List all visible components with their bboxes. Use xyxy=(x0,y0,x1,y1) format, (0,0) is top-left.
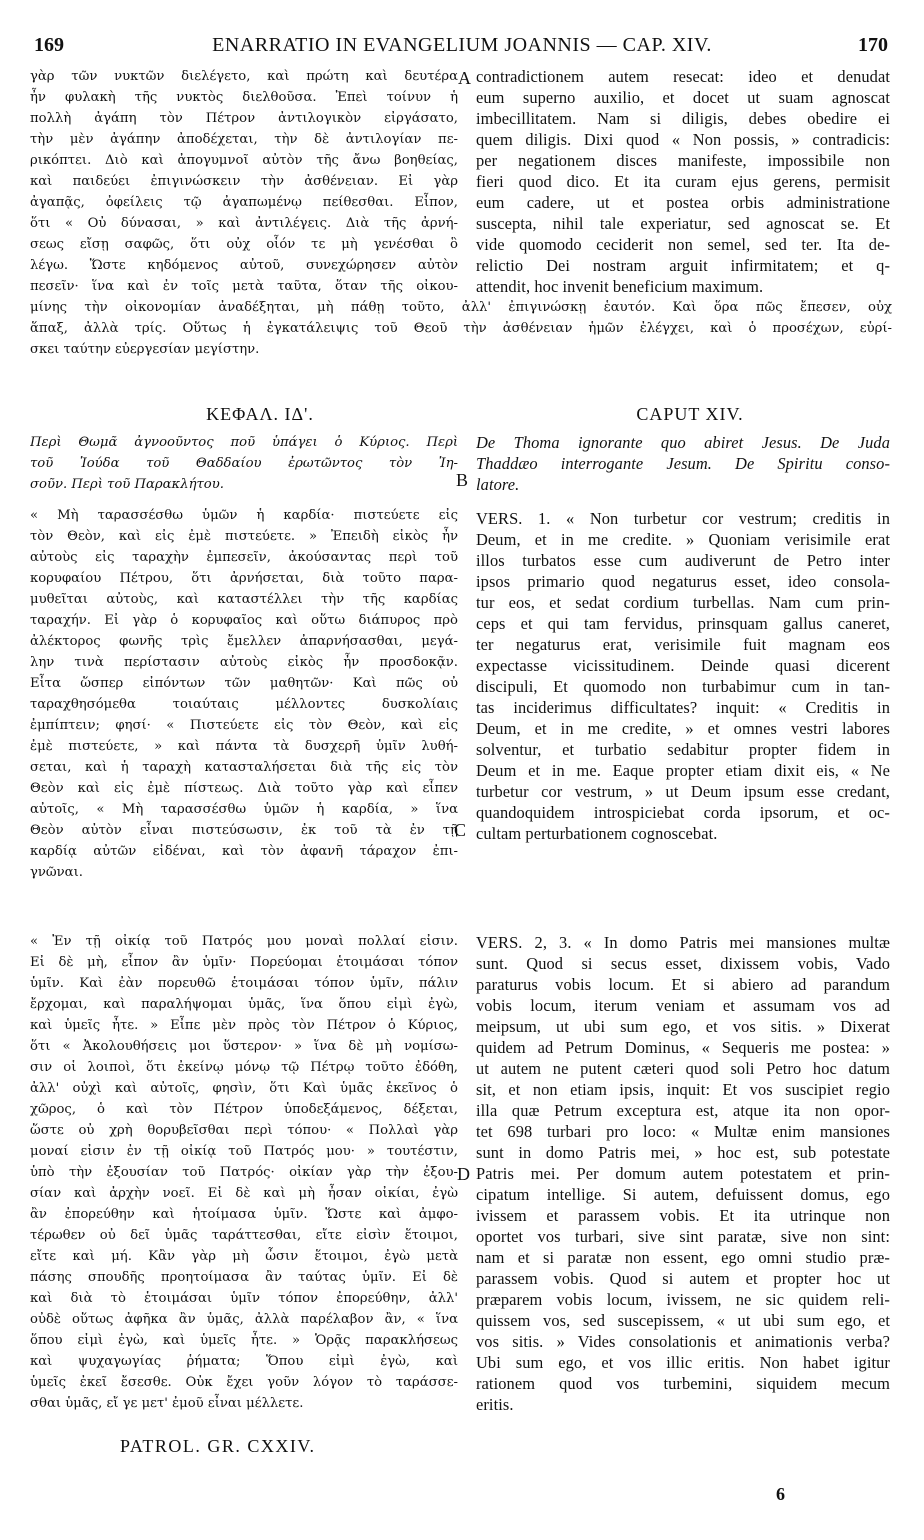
text-line: sunt. Quod si secus esset, dixissem vobis, Vado xyxy=(476,954,890,973)
text-line: τέρωθεν οὐ δεῖ ὑμᾶς ταράττεσθαι, εἴτε εἰσὶν ἕτοιμοι, xyxy=(30,1228,458,1243)
text-line: καὶ ὑμεῖς ἦτε. » Εἶπε μὲν πρὸς τὸν Πέτρον ὁ Κύριος, xyxy=(30,1018,458,1033)
text-line: σίαν καὶ ἀρχὴν νοεῖ. Εἰ δὲ καὶ μὴ ἦσαν οἰκίαι, ἐγὼ xyxy=(30,1186,458,1201)
text-line: τὴν μὲν ἀγάπην ἀποδέχεται, τὴν δὲ ἀντιλογίαν πε- xyxy=(30,132,458,147)
text-line: καὶ ψυχαγωγίας ῥήματα; Ὅπου εἰμὶ ἐγὼ, καὶ xyxy=(30,1354,458,1369)
text-line: ὑμῖν. Καὶ ἐὰν πορευθῶ ἑτοιμάσαι τόπον ὑμῖν, πάλιν xyxy=(30,976,458,991)
text-line: « Μὴ ταρασσέσθω ὑμῶν ἡ καρδία· πιστεύετε εἰς xyxy=(30,508,458,523)
subtitle-line: Περὶ Θωμᾶ ἀγνοοῦντος ποῦ ὑπάγει ὁ Κύριος. Περὶ xyxy=(30,435,458,450)
text-line: ὑμεῖς ἐκεῖ ἔσεσθε. Οὐκ ἔχει γοῦν λόγον τὸ ταράσσε- xyxy=(30,1375,458,1390)
text-line: oportet vos turbari, sive sint paratæ, sive non sint: xyxy=(476,1227,890,1246)
text-line: paraturus vobis locum. Et si abiero ad parandum xyxy=(476,975,890,994)
signature-mark: 6 xyxy=(776,1484,785,1504)
text-line: turbetur cor vestrum, » ut Deum ipsum esse credant, xyxy=(476,782,890,801)
text-line: μυθεῖται αὐτοὺς, καὶ καταστέλλει τὴν τῆς καρδίας xyxy=(30,592,458,607)
text-line: αὐτοῖς, « Μὴ ταρασσέσθω ὑμῶν ἡ καρδία, » ἵνα xyxy=(30,802,458,817)
text-line: ἀλλ' οὐχὶ καὶ αὐτοῖς, φησὶν, ὅτι Καὶ ὑμᾶς ἐκεῖνος ὁ xyxy=(30,1081,458,1096)
text-line: σκει ταύτην εὐεργεσίαν μεγίστην. xyxy=(30,342,260,357)
text-line: expectasse vicissitudinem. Deinde quasi dicerent xyxy=(476,656,890,675)
text-line: illos turbatos esse cum audiverunt de Petro inter xyxy=(476,551,890,570)
text-line: ceps et qui tam fervidus, prinsquam gallus caneret, xyxy=(476,614,890,633)
margin-letter-c: C xyxy=(454,820,467,840)
text-line: σθαι ὑμᾶς, εἴ γε μετ' ἐμοῦ εἶναι μέλλετε. xyxy=(30,1396,304,1411)
text-line: VERS. 1. « Non turbetur cor vestrum; creditis in xyxy=(476,509,890,528)
greek-paragraph-1 xyxy=(30,505,458,883)
text-line: discipuli, Et quomodo non turbabimur cum in tan- xyxy=(476,677,890,696)
subtitle-line: De Thoma ignorante quo abiret Jesus. De Juda xyxy=(476,433,890,452)
subtitle-line: σοῦν. Περὶ τοῦ Παρακλήτου. xyxy=(30,477,224,492)
chapter-heading-greek: ΚΕΦΑΛ. ΙΔ'. xyxy=(206,404,314,424)
text-line: Εἰ δὲ μὴ, εἶπον ἂν ὑμῖν· Πορεύομαι ἑτοιμάσαι τόπον xyxy=(30,955,458,970)
chapter-heading-latin: CAPUT XIV. xyxy=(636,404,744,424)
text-line: solventur, et turbatio sedabitur propter fidem in xyxy=(476,740,890,759)
text-line: σεται, καὶ ἡ ταραχὴ κατασταλήσεται διὰ τῆς εἰς τὸν xyxy=(30,760,458,775)
text-line: ἂν ἐπορεύθην καὶ ἡτοίμασα ὑμῖν. Ὥστε καὶ ἀμφο- xyxy=(30,1207,458,1222)
text-line: πεσεῖν· ἵνα καὶ ἐν τοῖς μετὰ ταῦτα, ὅταν τῆς οἰκου- xyxy=(30,279,458,294)
text-line: Deum et in me. Eaque propter etiam dixit eis, « Ne xyxy=(476,761,890,780)
text-line: αὐτοὺς εἰς ταραχὴν ἐμπεσεῖν, ἀκούσαντας περὶ τοῦ xyxy=(30,550,458,565)
text-line: quandoquidem introspiciebat corda ipsorum, et oc- xyxy=(476,803,890,822)
text-line: quidem ad Petrum Dominus, « Sequeris me postea: » xyxy=(476,1038,890,1057)
text-line: Θεὸν καὶ εἰς ἐμὲ πίστεως. Διὰ τοῦτο γὰρ καὶ εἶπεν xyxy=(30,781,458,796)
text-line: οὐδὲ οὕτως ἀφῆκα ἂν ὑμᾶς, ἀλλὰ παρέλαβον ἂν, « ἵνα xyxy=(30,1312,458,1327)
text-line: Deum, et in me credite. » Quoniam verisimile erat xyxy=(476,530,890,549)
text-line: χῶρος, ὁ καὶ τὸν Πέτρον ὑποδεξάμενος, δέξεται, xyxy=(30,1102,458,1117)
text-line: cultam perturbationem cognoscebat. xyxy=(476,824,718,843)
latin-paragraph-1 xyxy=(476,508,890,844)
text-line: ταραχήν. Εἰ γὰρ ὁ κορυφαῖος καὶ οὕτω διάπυρος πρὸ xyxy=(30,613,458,628)
text-line: λην τινὰ περίστασιν αὐτοὺς εἰκὸς ἦν προσδοκᾷν. xyxy=(30,655,458,670)
text-line: præparem vobis locum, ivissem, ne sic quidem reli- xyxy=(476,1290,890,1309)
text-line: quissem vos, sed suscepissem, « ut ubi sum ego, et xyxy=(476,1311,890,1330)
text-line: « Ἐν τῇ οἰκίᾳ τοῦ Πατρός μου μοναὶ πολλαί εἰσιν. xyxy=(30,934,458,949)
text-line: γὰρ τῶν νυκτῶν διελέγετο, καὶ πρώτη καὶ δευτέρα xyxy=(30,69,458,84)
top-latin-column xyxy=(476,66,890,297)
chapter-subtitle-latin xyxy=(476,432,890,495)
text-line: tur eos, et sedat cordium turbellas. Nam cum prin- xyxy=(476,593,890,612)
text-line: πάσης σπουδῆς προητοίμασα ἂν ταύτας ὑμῖν. Εἰ δὲ xyxy=(30,1270,458,1285)
footer-patrologia: PATROL. GR. CXXIV. xyxy=(120,1436,316,1456)
text-line: sunt in domo Patris mei, » hoc est, sub potestate xyxy=(476,1143,890,1162)
text-line: rationem quod vos turbemini, siquidem mecum xyxy=(476,1374,890,1393)
text-line: γνῶναι. xyxy=(30,865,83,880)
text-line: ἦν φυλακὴ τῆς νυκτὸς διελθοῦσα. Ἐπεὶ τοίνυν ἡ xyxy=(30,90,458,105)
text-line: Θεὸν αὐτὸν εἶναι πιστεύσωσιν, ἐκ τοῦ τὰ ἐν τῇ xyxy=(30,823,458,838)
margin-letter-b: B xyxy=(456,470,469,490)
text-line: τὸν Θεὸν, καὶ εἰς ἐμὲ πιστεύετε. » Ἐπειδὴ εἰκὸς ἦν xyxy=(30,529,458,544)
text-line: ἐμὲ πιστεύετε, » καὶ πάντα τὰ δυσχερῆ ὑμῖν λυθή- xyxy=(30,739,458,754)
greek-paragraph-2 xyxy=(30,931,458,1414)
text-line: ὅπου εἰμὶ ἐγὼ, καὶ ὑμεῖς ἦτε. » Ὁρᾷς παρακλήσεως xyxy=(30,1333,458,1348)
page-number-right: 170 xyxy=(858,34,888,56)
subtitle-line: latore. xyxy=(476,475,520,494)
text-line: σιν οἱ λοιποὶ, ὅτι ἐκείνῳ μόνῳ τῷ Πέτρῳ τοῦτο ἐδόθη, xyxy=(30,1060,458,1075)
text-line: ὅτι « Οὐ δύνασαι, » καὶ ἀντιλέγεις. Διὰ τῆς ἀρνή- xyxy=(30,216,458,231)
margin-letter-d: D xyxy=(457,1164,470,1184)
text-line: vide quomodo ceciderit non semel, sed ter. Ita de- xyxy=(476,235,890,254)
text-line: Εἶτα ὥσπερ εἰπόντων τῶν μαθητῶν· Καὶ πῶς οὐ xyxy=(30,676,458,691)
page-number-left: 169 xyxy=(34,34,64,56)
text-line: ut autem ne putent cæteri quod soli Petro hoc datum xyxy=(476,1059,890,1078)
text-line: sit, et non etiam ipsis, inquit: Et vos suscipiet regio xyxy=(476,1080,890,1099)
chapter-subtitle-greek xyxy=(30,432,458,495)
text-line: σεως εἴσῃ σαφῶς, ὅτι οὐχ οἷόν τε μὴ γενέσθαι ὃ xyxy=(30,237,458,252)
text-line: ἐμπίπτειν; φησί· « Πιστεύετε εἰς τὸν Θεὸν, καὶ εἰς xyxy=(30,718,458,733)
text-line: ὥστε οὐ χρὴ θορυβεῖσθαι περὶ τόπου· « Πολλαὶ γὰρ xyxy=(30,1123,458,1138)
text-line: καὶ παιδεύει ἐπιγινώσκειν τὴν ἀσθένειαν. Εἰ γὰρ xyxy=(30,174,458,189)
subtitle-line: Thaddæo interrogante Jesum. De Spiritu conso- xyxy=(476,454,890,473)
text-line: ter negaturus erat, verisimile fuit magnam eos xyxy=(476,635,890,654)
text-line: ρικόπτει. Διὸ καὶ ἀπογυμνοῖ αὐτὸν τῆς ἄνω βοηθείας, xyxy=(30,153,458,168)
latin-paragraph-2 xyxy=(476,932,890,1415)
text-line: nam et si paratæ non essent, ego omni studio præ- xyxy=(476,1248,890,1267)
text-line: attendit, hoc invenit beneficium maximum. xyxy=(476,277,764,296)
text-line: quem diligis. Dixi quod « Non possis, » contradicis: xyxy=(476,130,890,149)
text-line: ἀγαπᾷς, ὀφείλεις τῷ ἀγαπωμένῳ πείθεσθαι. Εἶπον, xyxy=(30,195,458,210)
text-line: eum superno auxilio, et docet ut suam agnoscat xyxy=(476,88,890,107)
text-line: imbecillitatem. Nam si diligis, debes obedire ei xyxy=(476,109,890,128)
text-line: cipatum intellige. Si autem, defuissent domus, ego xyxy=(476,1185,890,1204)
text-line: ἔρχομαι, καὶ παραλήψομαι ὑμᾶς, ἵνα ὅπου εἰμὶ ἐγὼ, xyxy=(30,997,458,1012)
subtitle-line: τοῦ Ἰούδα τοῦ Θαδδαίου ἐρωτῶντος τὸν Ἰη- xyxy=(30,456,458,471)
text-line: vobis locum, iterum veniam et assumam vos ad xyxy=(476,996,890,1015)
text-line: vos sitis. » Vides consolationis et animationis verba? xyxy=(476,1332,890,1351)
text-line: eum cadere, ut et postea orbis administratione xyxy=(476,193,890,212)
text-line: κορυφαίου Πέτρου, ὅτι ἀρνήσεται, διὰ τοῦτο παρα- xyxy=(30,571,458,586)
text-line: VERS. 2, 3. « In domo Patris mei mansiones multæ xyxy=(476,933,890,952)
text-line: μίνης τὴν οἰκονομίαν ἀναδέξηται, μὴ πάθῃ τοῦτο, ἀλλ' ἐπιγινώσκῃ ἑαυτόν. Καὶ ὅρα πῶς ἔπεσεν, οὐχ xyxy=(30,300,892,315)
top-full-width-text xyxy=(30,297,892,360)
top-greek-column xyxy=(30,66,458,297)
text-line: καρδίᾳ αὐτῶν εἰδέναι, καὶ τὸν ἀφανῆ τάραχον ἐπι- xyxy=(30,844,458,859)
text-line: λέγω. Ὥστε κηδόμενος αὐτοῦ, συνεχώρησεν αὐτὸν xyxy=(30,258,458,273)
text-line: ὅτι « Ἀκολουθήσεις μοι ὕστερον· » ἵνα δὲ μὴ νομίσω- xyxy=(30,1039,458,1054)
text-line: Deum, et in me credite, » et omnes vestri labores xyxy=(476,719,890,738)
page-header xyxy=(0,34,924,58)
text-line: ἅπαξ, ἀλλὰ τρίς. Οὕτως ἡ ἐγκατάλειψις τοῦ Θεοῦ τὴν ἀσθένειαν ἡμῶν ἐλέγχει, καὶ ὁ προσέχων, εὑρί- xyxy=(30,321,892,336)
text-line: ταραχθησόμεθα τοιαύταις μέλλοντες δυσκολίαις xyxy=(30,697,458,712)
text-line: eritis. xyxy=(476,1395,514,1414)
text-line: meipsum, ut ubi sum ego, et vos sitis. » Dixerat xyxy=(476,1017,890,1036)
text-line: per negationem disces manifeste, impossibile non xyxy=(476,151,890,170)
text-line: ὑπὸ τὴν ἐξουσίαν τοῦ Πατρός· οἰκίαν γὰρ τὴν ἐξου- xyxy=(30,1165,458,1180)
text-line: contradictionem autem resecat: ideo et denudat xyxy=(476,67,890,86)
text-line: πολλὴ ἀγάπη τὸν Πέτρον ἀντιλογικὸν εἰργάσατο, xyxy=(30,111,458,126)
running-title: ENARRATIO IN EVANGELIUM JOANNIS — CAP. XIV. xyxy=(212,34,712,56)
text-line: ivissem et parassem vobis. Et ita utrinque non xyxy=(476,1206,890,1225)
margin-letter-a: A xyxy=(458,68,471,88)
text-line: parassem vobis. Quod si autem et propter hoc ut xyxy=(476,1269,890,1288)
text-line: μοναί εἰσιν ἐν τῇ οἰκίᾳ τοῦ Πατρός μου· » τουτέστιν, xyxy=(30,1144,458,1159)
text-line: fieri quod dico. Et ita curam ejus gerens, permisit xyxy=(476,172,890,191)
text-line: illa quæ Petrum exceptura est, atque ita non opor- xyxy=(476,1101,890,1120)
text-line: Patris mei. Per domum autem potestatem et prin- xyxy=(476,1164,890,1183)
text-line: ipsos primario quod negaturus esset, ideo consola- xyxy=(476,572,890,591)
text-line: ἀλέκτορος φωνῆς τρὶς ἔμελλεν ἀπαρνήσασθαι, μεγά- xyxy=(30,634,458,649)
text-line: εἴτε καὶ μή. Κἂν γὰρ μὴ ὦσιν ἕτοιμοι, ἐγὼ μετὰ xyxy=(30,1249,458,1264)
text-line: tet 698 turbari pro loco: « Multæ enim mansiones xyxy=(476,1122,890,1141)
text-line: καὶ διὰ τὸ ἑτοιμάσαι ὑμῖν τόπον ἐπορεύθην, ἀλλ' xyxy=(30,1291,458,1306)
text-line: relictio Dei nostram arguit infirmitatem; et q- xyxy=(476,256,890,275)
text-line: Ubi sum ego, et vos illic eritis. Non habet igitur xyxy=(476,1353,890,1372)
text-line: tas inciderimus difficultates? inquit: « Creditis in xyxy=(476,698,890,717)
text-line: suscepta, nihil tale experiatur, sed agnoscat se. Et xyxy=(476,214,890,233)
